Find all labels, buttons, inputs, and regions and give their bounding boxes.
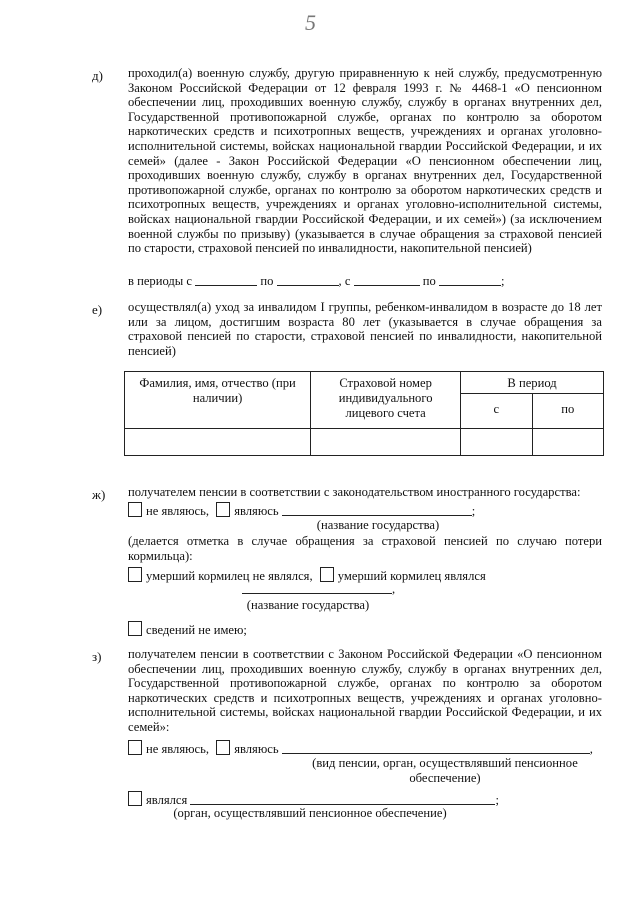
periods-label: в периоды с bbox=[128, 274, 193, 288]
no-info-checkbox[interactable] bbox=[128, 621, 142, 636]
section-z-marker: з) bbox=[92, 649, 102, 664]
zh-country2-caption: (название государства) bbox=[246, 598, 370, 612]
section-d-text: проходил(а) военную службу, другую приравненную к ней службу, предусмотренную Законом Российской Федерации от 12 февраля 1993 г. № 4468-1 «О пенсионном обеспечении лиц, проходивших военную службу, службу в органах внутренних дел, Государственной противопожарной службе, органах по контролю за оборотом наркотических средств и психотропных веществ, учреждениях и органах уголовно-исполнительной системы, войсках национальной гвардии Российской Федерации, и их семей» (далее - Закон Российской Федерации «О пенсионном обеспечении лиц, проходивших военную службу, службу в органах внутренних дел, Государственной противопожарной службе, органах по контролю за оборотом наркотических средств и психотропных веществ, учреждениях и органах уголовно-исполнительной системы, войсках национальной гвардии Российской Федерации, и их семей») (за исключением военной службы по призыву) (указывается в случае обращения за страховой пенсией по старости, страховой пенсией по инвалидности, накопительной пенсией) bbox=[128, 66, 602, 256]
z-pension-caption: (вид пенсии, орган, осуществлявший пенсионное обеспечение) bbox=[312, 756, 578, 785]
cell-snils[interactable] bbox=[311, 429, 461, 456]
section-zh-text: получателем пенсии в соответствии с законодательством иностранного государства: bbox=[128, 485, 581, 499]
period1-from-field[interactable] bbox=[195, 285, 257, 286]
semicolon: ; bbox=[471, 504, 476, 518]
z-options-line bbox=[128, 740, 593, 757]
zh-country2-field[interactable] bbox=[242, 593, 392, 594]
comma: , bbox=[589, 742, 593, 756]
z-recipient-checkbox[interactable] bbox=[216, 740, 230, 755]
comma-s-label: , с bbox=[338, 274, 351, 288]
comma: , bbox=[392, 582, 396, 596]
zh-note: (делается отметка в случае обращения за страховой пенсией по случаю потери кормильца): bbox=[128, 534, 602, 563]
z-was-checkbox[interactable] bbox=[128, 791, 142, 806]
z-not-recipient-label: не являюсь, bbox=[146, 742, 210, 756]
header-full-name: Фамилия, имя, отчество (при наличии) bbox=[125, 372, 311, 429]
zh-not-recipient-label: не являюсь, bbox=[146, 504, 210, 518]
section-zh-marker: ж) bbox=[92, 487, 106, 502]
po-label: по bbox=[422, 274, 436, 288]
cell-full-name[interactable] bbox=[125, 429, 311, 456]
period2-from-field[interactable] bbox=[354, 285, 420, 286]
zh-no-info-line bbox=[128, 621, 247, 638]
zh-country-field[interactable] bbox=[282, 515, 472, 516]
section-z-text: получателем пенсии в соответствии с Законом Российской Федерации «О пенсионном обеспечении лиц, проходивших военную службу, службу в органах внутренних дел, Государственной противопожарной службе, органах по контролю за оборотом наркотических средств и психотропных веществ, учреждениях и органах уголовно-исполнительной системы, войсках национальной гвардии Российской Федерации, и их семей»: bbox=[128, 647, 602, 734]
cell-to[interactable] bbox=[532, 429, 603, 456]
cell-from[interactable] bbox=[461, 429, 532, 456]
no-info-label: сведений не имею; bbox=[146, 623, 247, 637]
header-period: В период bbox=[461, 372, 604, 394]
zh-not-recipient-checkbox[interactable] bbox=[128, 502, 142, 517]
page-number: 5 bbox=[305, 10, 316, 35]
z-pension-field[interactable] bbox=[282, 753, 590, 754]
z-organ-caption: (орган, осуществлявший пенсионное обеспечение) bbox=[173, 806, 447, 820]
z-not-recipient-checkbox[interactable] bbox=[128, 740, 142, 755]
section-e-marker: е) bbox=[92, 302, 103, 317]
section-d-marker: д) bbox=[92, 68, 103, 83]
zh-recipient-checkbox[interactable] bbox=[216, 502, 230, 517]
header-to: по bbox=[532, 394, 603, 429]
semicolon: ; bbox=[500, 274, 505, 288]
section-d-periods-line bbox=[128, 274, 504, 289]
deceased-was-checkbox[interactable] bbox=[320, 567, 334, 582]
zh-country2-line bbox=[242, 582, 395, 597]
header-from: с bbox=[461, 394, 532, 429]
z-was-label: являлся bbox=[146, 793, 188, 807]
po-label: по bbox=[260, 274, 274, 288]
z-recipient-label: являюсь bbox=[234, 742, 279, 756]
deceased-not-checkbox[interactable] bbox=[128, 567, 142, 582]
period2-to-field[interactable] bbox=[439, 285, 501, 286]
z-organ-field[interactable] bbox=[190, 804, 495, 805]
zh-country-caption: (название государства) bbox=[316, 518, 440, 532]
deceased-was-label: умерший кормилец являлся bbox=[337, 569, 486, 583]
period1-to-field[interactable] bbox=[277, 285, 339, 286]
zh-options-line bbox=[128, 502, 475, 519]
header-snils: Страховой номер индивидуального лицевого счета bbox=[311, 372, 461, 429]
deceased-not-label: умерший кормилец не являлся, bbox=[146, 569, 313, 583]
zh-recipient-label: являюсь bbox=[234, 504, 279, 518]
caregiver-table bbox=[124, 371, 604, 456]
section-e-text: осуществлял(а) уход за инвалидом I группы, ребенком-инвалидом в возрасте до 18 лет или за лицом, достигшим возраста 80 лет (указывается в случае обращения за страховой пенсией по старости, страховой пенсией по инвалидности, накопительной пенсией) bbox=[128, 300, 602, 358]
semicolon: ; bbox=[495, 793, 499, 807]
